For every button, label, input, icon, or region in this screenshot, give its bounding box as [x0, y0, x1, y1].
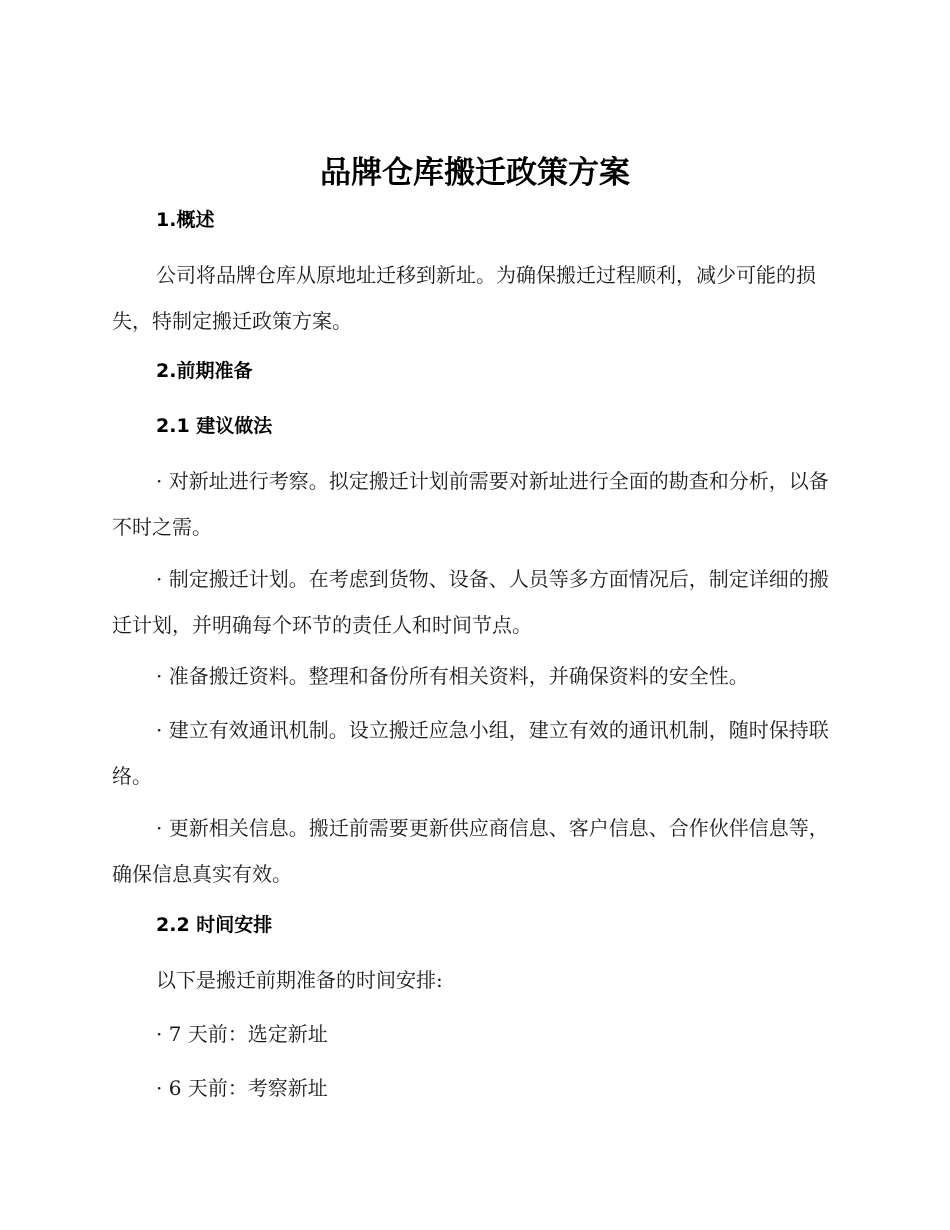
- suggest-item-2: · 制定搬迁计划。在考虑到货物、设备、人员等多方面情况后，制定详细的搬迁计划，并明确每个环节的责任人和时间节点。: [112, 567, 829, 637]
- schedule-item-1: · 7 天前：选定新址: [156, 1022, 328, 1046]
- subsection-heading-schedule: 2.2 时间安排: [156, 914, 273, 936]
- subsection-heading-suggest: 2.1 建议做法: [156, 415, 273, 437]
- document-title: 品牌仓库搬迁政策方案: [320, 155, 630, 191]
- overview-paragraph: 公司将品牌仓库从原地址迁移到新址。为确保搬迁过程顺利，减少可能的损失，特制定搬迁政策方案。: [112, 263, 816, 333]
- suggest-item-3: · 准备搬迁资料。整理和备份所有相关资料，并确保资料的安全性。: [156, 664, 749, 688]
- schedule-intro: 以下是搬迁前期准备的时间安排:: [156, 968, 443, 992]
- section-heading-overview: 1.概述: [156, 209, 215, 231]
- schedule-item-2: · 6 天前：考察新址: [156, 1076, 328, 1100]
- section-heading-prep: 2.前期准备: [156, 360, 253, 382]
- suggest-item-1: · 对新址进行考察。拟定搬迁计划前需要对新址进行全面的勘查和分析，以备不时之需。: [112, 469, 829, 539]
- suggest-item-4: · 建立有效通讯机制。设立搬迁应急小组，建立有效的通讯机制，随时保持联络。: [112, 718, 829, 788]
- suggest-item-5: · 更新相关信息。搬迁前需要更新供应商信息、客户信息、合作伙伴信息等，确保信息真实有效。: [112, 816, 829, 886]
